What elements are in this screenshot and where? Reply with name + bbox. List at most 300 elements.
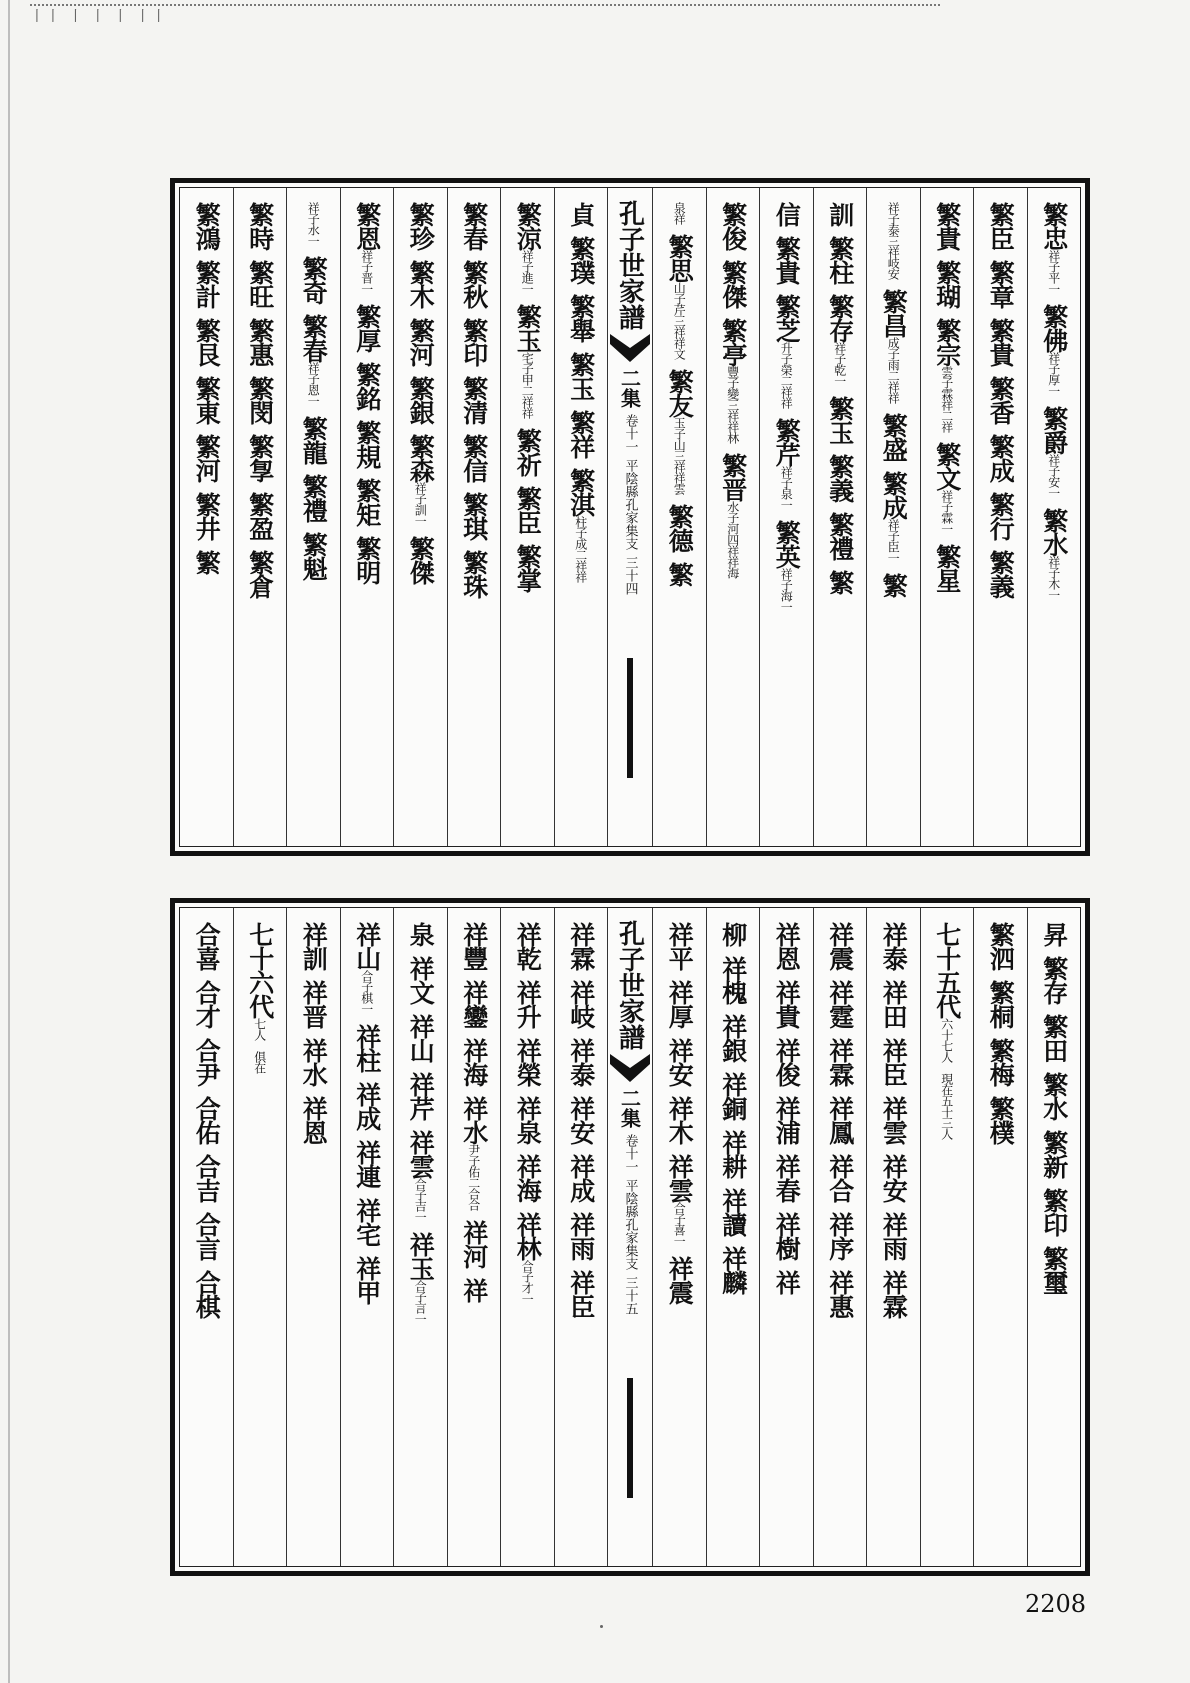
genealogy-entry [771,418,801,510]
person-name: 昇 [1039,922,1069,946]
person-name: 祥鳳 [825,1096,855,1144]
person-name: 祥恩 [299,1096,329,1144]
person-name: 合尹 [192,1038,222,1086]
genealogy-entry [1039,202,1069,294]
descendant-note: 合子才一 [520,1260,535,1304]
genealogy-entry [1039,956,1069,1004]
genealogy-entry [718,1014,748,1062]
genealogy-entry [352,362,382,410]
genealogy-entry [352,1140,382,1188]
descendant-note: 祥子泉一 [779,466,794,510]
text-column [653,188,706,846]
person-name: 祥海 [459,1038,489,1086]
person-name: 祥浦 [772,1096,802,1144]
person-name: 繁存 [825,294,855,342]
genealogy-entry [352,202,382,294]
person-name: 繁木 [406,260,436,308]
person-name: 祥芹 [406,1072,436,1120]
genealogy-entry [459,376,489,424]
genealogy-entry [771,1154,801,1202]
genealogy-entry [825,1154,855,1202]
genealogy-entry [718,318,748,443]
descendant-note: 玉子山三祥祥雲 [672,417,687,494]
genealogy-entry [718,260,748,308]
genealogy-entry [405,922,435,946]
person-name: 繁成 [879,471,909,519]
genealogy-entry [771,1038,801,1086]
genealogy-entry [298,1096,328,1144]
genealogy-entry [245,260,275,308]
genealogy-entry [985,202,1015,250]
text-column [813,188,867,846]
genealogy-entry [771,1096,801,1144]
genealogy-entry [771,1212,801,1260]
genealogy-entry [771,520,801,612]
person-name: 繁 [825,570,855,594]
person-name: 繁德 [665,504,695,552]
genealogy-entry [245,434,275,482]
text-column [920,188,974,846]
genealogy-entry [459,922,489,970]
genealogy-entry [566,1096,596,1144]
genealogy-entry [932,202,962,250]
person-name: 祥霖 [566,922,596,970]
genealogy-entry [191,1038,221,1086]
person-name: 合棋 [192,1270,222,1318]
genealogy-entry [825,512,855,560]
descendant-note: 合子棋一 [359,970,374,1014]
genealogy-entry [459,260,489,308]
genealogy-entry [985,1096,1015,1144]
person-name: 祥柱 [352,1024,382,1072]
genealogy-entry [352,304,382,352]
genealogy-entry [985,980,1015,1028]
person-name: 繁河 [406,318,436,366]
person-name: 繁禮 [825,512,855,560]
person-name: 繁水 [1039,508,1069,556]
genealogy-entry [191,318,221,366]
genealogy-entry [298,922,328,970]
genealogy-entry [405,202,435,250]
person-name: 繁玉 [566,352,596,400]
person-name: 訓 [825,202,855,226]
descendant-note: 祥子泰三祥岐安 [886,202,901,279]
descendant-note: 祥子乾一 [832,342,847,386]
descendant-note: 升子榮二祥祥 [779,342,794,408]
chapter-label: 卷十一 [622,1134,638,1173]
genealogy-entry [191,1096,221,1144]
page-35-columns [179,907,1081,1567]
text-column [340,188,394,846]
person-name: 祥河 [459,1220,489,1268]
person-name: 繁倉 [245,550,275,598]
person-name: 繁時 [245,202,275,250]
genealogy-entry [825,1212,855,1260]
genealogy-entry [1039,1246,1069,1294]
genealogy-entry [405,434,435,526]
genealogy-entry [459,980,489,1028]
person-name: 祥山 [406,1014,436,1062]
page-edge [8,0,10,1683]
person-name: 繁東 [192,376,222,424]
genealogy-entry [878,573,908,597]
genealogy-entry [512,304,542,418]
text-column [447,908,501,1566]
person-name: 繁井 [192,492,222,540]
genealogy-entry [664,1096,694,1144]
descendant-note: 祥子木一 [1046,556,1061,600]
person-name: 祥貴 [772,980,802,1028]
descendant-note: 祥子訓一 [413,482,428,526]
person-name: 祥霖 [879,1270,909,1318]
person-name: 祥泉 [513,1096,543,1144]
person-name: 繁河 [192,434,222,482]
descendant-note: 祥子厚一 [1046,352,1061,396]
genealogy-entry [672,202,686,224]
person-name: 繁涼 [513,202,543,250]
genealogy-entry [878,1096,908,1144]
genealogy-entry [664,504,694,552]
text-column [813,908,867,1566]
genealogy-entry [932,442,962,534]
text-column [759,908,813,1566]
genealogy-entry [352,1024,382,1072]
person-name: 祥訓 [299,922,329,970]
text-column [286,188,340,846]
volume-label: 二集 [617,368,642,408]
person-name: 祥文 [406,956,436,1004]
genealogy-entry [566,202,596,226]
person-name: 祥耕 [718,1130,748,1178]
genealogy-entry [566,294,596,342]
person-name: 繁鴻 [192,202,222,250]
person-name: 繁 [879,573,909,597]
volume-label: 二集 [617,1088,642,1128]
person-name: 繁柱 [825,236,855,284]
genealogy-page-34 [170,178,1090,856]
genealogy-entry [664,562,694,586]
person-name: 祥安 [566,1096,596,1144]
genealogy-entry [566,468,596,582]
person-name: 祥霖 [825,1038,855,1086]
genealogy-entry [718,956,748,1004]
genealogy-entry [459,1096,489,1210]
person-name: 繁章 [986,260,1016,308]
genealogy-entry [771,922,801,970]
genealogy-entry [932,260,962,308]
genealogy-entry [191,1270,221,1318]
person-name: 繁爵 [1039,406,1069,454]
person-name: 繁傑 [718,260,748,308]
genealogy-entry [191,550,221,574]
descendant-note: 山子芹三祥祥文 [672,282,687,359]
person-name: 祥成 [566,1154,596,1202]
folio-number: 三十四 [622,556,638,595]
person-name: 繁義 [986,550,1016,598]
genealogy-entry [405,1072,435,1120]
genealogy-entry [878,1154,908,1202]
genealogy-entry [352,922,382,1014]
person-name: 繁信 [459,434,489,482]
person-name: 繁舉 [566,294,596,342]
genealogy-entry [825,396,855,444]
person-name: 祥宅 [352,1198,382,1246]
genealogy-entry [825,236,855,284]
person-name: 合佑 [192,1096,222,1144]
genealogy-entry [878,980,908,1028]
person-name: 繁銘 [352,362,382,410]
text-column [500,188,554,846]
person-name: 繁佛 [1039,304,1069,352]
genealogy-entry [664,1256,694,1304]
text-column [554,188,608,846]
person-name: 繁春 [299,314,329,362]
book-title: 孔子世家譜 [614,920,645,1050]
person-name: 繁春 [459,202,489,250]
text-column [500,908,554,1566]
genealogy-entry [459,492,489,540]
genealogy-entry [459,434,489,482]
person-name: 繁臣 [986,202,1016,250]
genealogy-entry [878,1038,908,1086]
person-name: 繁淇 [566,468,596,516]
center-margin-35 [607,908,653,1566]
descendant-note: 祥子晋一 [359,250,374,294]
genealogy-entry [191,1212,221,1260]
genealogy-entry [405,1130,435,1222]
genealogy-entry [459,550,489,598]
person-name: 祥合 [825,1154,855,1202]
text-column [653,908,706,1566]
person-name: 祥臣 [566,1270,596,1318]
genealogy-entry [566,922,596,970]
person-name: 柳 [718,922,748,946]
person-name: 繁英 [772,520,802,568]
genealogy-entry [664,1038,694,1086]
text-column [759,188,813,846]
genealogy-entry [771,294,801,408]
genealogy-entry [878,289,908,403]
text-column [706,188,760,846]
person-name: 祥槐 [718,956,748,1004]
text-column [393,188,447,846]
genealogy-entry [878,413,908,461]
genealogy-entry [352,478,382,526]
person-name: 繁計 [192,260,222,308]
genealogy-entry [352,536,382,584]
genealogy-entry [825,454,855,502]
genealogy-entry [298,532,328,580]
genealogy-entry [405,318,435,366]
person-name: 祥春 [772,1154,802,1202]
genealogy-entry [878,1212,908,1260]
person-name: 祥岐 [566,980,596,1028]
person-name: 繁存 [1039,956,1069,1004]
genealogy-entry [664,1154,694,1246]
person-name: 合才 [192,980,222,1028]
person-name: 繁傑 [406,536,436,584]
genealogy-entry [405,260,435,308]
person-name: 祥成 [352,1082,382,1130]
person-name: 繁禮 [299,474,329,522]
genealogy-entry [245,318,275,366]
genealogy-entry [825,202,855,226]
person-name: 繁森 [406,434,436,482]
descendant-note: 祥子海一 [779,568,794,612]
descendant-note: 成子雨二祥祥 [886,337,901,403]
person-name: 繁昌 [879,289,909,337]
genealogy-entry [298,314,328,406]
person-name: 祥平 [665,922,695,970]
person-name: 繁桐 [986,980,1016,1028]
descendant-note: 祥子恩一 [306,362,321,406]
genealogy-entry [512,1038,542,1086]
text-column [554,908,608,1566]
genealogy-entry [191,260,221,308]
person-name: 繁成 [986,434,1016,482]
descendant-note: 祥子水一 [306,202,321,246]
person-name: 祥樹 [772,1212,802,1260]
top-strip: 丨丨 丨 丨 丨 丨丨 [30,4,940,22]
genealogy-entry [566,1212,596,1260]
person-name: 繁旺 [245,260,275,308]
descendant-note: 合子言一 [413,1280,428,1324]
person-name: 繁貴 [772,236,802,284]
genealogy-entry [512,1096,542,1144]
person-name: 繁瑚 [932,260,962,308]
person-name: 繁貴 [932,202,962,250]
genealogy-entry [932,318,962,432]
person-name: 繁 [192,550,222,574]
genealogy-entry [1039,1130,1069,1178]
chapter-label: 卷十一 [622,414,638,453]
branch-label: 平陰縣孔家集支 [622,1179,638,1270]
genealogy-entry [566,410,596,458]
text-column [866,188,920,846]
person-name: 繁恩 [352,202,382,250]
genealogy-entry [512,922,542,970]
person-name: 祥銀 [718,1014,748,1062]
genealogy-entry [932,922,962,1139]
person-name: 信 [772,202,802,226]
person-name: 祥林 [513,1212,543,1260]
genealogy-entry [352,1082,382,1130]
person-name: 祥雲 [665,1154,695,1202]
genealogy-entry [985,1038,1015,1086]
person-name: 繁行 [986,492,1016,540]
genealogy-entry [298,256,328,304]
text-column [1027,908,1081,1566]
genealogy-entry [191,202,221,250]
descendant-note: 祥子平一 [1046,250,1061,294]
genealogy-entry [512,486,542,534]
person-name: 祥泰 [879,922,909,970]
genealogy-entry [191,376,221,424]
person-name: 合言 [192,1212,222,1260]
text-column [447,188,501,846]
genealogy-page-35 [170,898,1090,1576]
descendant-note: 六十七人 現在五十三人 [939,1018,954,1139]
genealogy-entry [718,1130,748,1178]
genealogy-entry [191,1154,221,1202]
center-margin-34 [607,188,653,846]
descendant-note: 祥子安一 [1046,454,1061,498]
genealogy-entry [825,922,855,970]
folio-number: 三十五 [622,1276,638,1315]
person-name: 祥 [772,1270,802,1294]
genealogy-entry [352,1198,382,1246]
person-name: 繁奇 [299,256,329,304]
person-name: 祥震 [825,922,855,970]
person-name: 繁芝 [772,294,802,342]
descendant-note: 宅子甲二祥祥 [520,352,535,418]
genealogy-entry [1039,1188,1069,1236]
person-name: 繁艮 [192,318,222,366]
scan-speck [600,1625,603,1628]
genealogy-entry [825,1096,855,1144]
descendant-note: 泉祥 [672,202,687,224]
person-name: 貞 [566,202,596,226]
genealogy-entry [718,1246,748,1294]
genealogy-entry [405,1232,435,1324]
person-name: 繁印 [459,318,489,366]
person-name: 祥榮 [513,1038,543,1086]
person-name: 祥甲 [352,1256,382,1304]
genealogy-entry [191,922,221,970]
person-name: 繁盛 [879,413,909,461]
genealogy-entry [459,1220,489,1268]
person-name: 繁銀 [406,376,436,424]
genealogy-entry [566,236,596,284]
person-name: 祥震 [665,1256,695,1304]
person-name: 祥雲 [879,1096,909,1144]
page-number: 2208 [1025,1590,1087,1618]
text-column [1027,188,1081,846]
text-column [286,908,340,1566]
person-name: 繁香 [986,376,1016,424]
genealogy-entry [878,471,908,563]
person-name: 祥惠 [825,1270,855,1318]
person-name: 繁規 [352,420,382,468]
person-name: 繁田 [1039,1014,1069,1062]
person-name: 繁樸 [986,1096,1016,1144]
person-name: 七十六代 [245,922,275,1018]
person-name: 繁忠 [1039,202,1069,250]
person-name: 繁明 [352,536,382,584]
person-name: 祥鑾 [459,980,489,1028]
genealogy-entry [306,202,320,246]
genealogy-entry [512,1154,542,1202]
genealogy-entry [718,1072,748,1120]
genealogy-entry [771,202,801,226]
person-name: 繁晋 [718,453,748,501]
person-name: 祥厚 [665,980,695,1028]
person-name: 繁泗 [986,922,1016,970]
genealogy-entry [771,236,801,284]
person-name: 繁掌 [513,544,543,592]
text-column [180,188,233,846]
person-name: 繁魁 [299,532,329,580]
genealogy-entry [1039,304,1069,396]
person-name: 祥雲 [406,1130,436,1178]
person-name: 繁宗 [932,318,962,366]
genealogy-entry [459,318,489,366]
page-34-columns [179,187,1081,847]
person-name: 祥豐 [459,922,489,970]
text-column [180,908,233,1566]
person-name: 繁龍 [299,416,329,464]
genealogy-entry [1039,1072,1069,1120]
